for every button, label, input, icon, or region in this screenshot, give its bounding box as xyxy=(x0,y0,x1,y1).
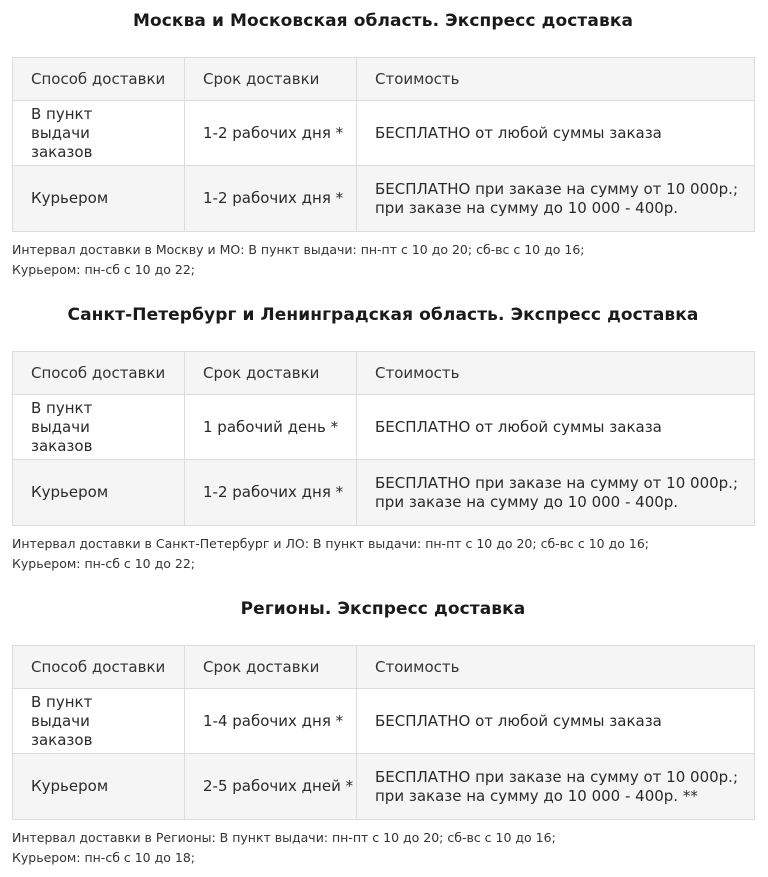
cell-cost xyxy=(357,166,755,232)
cost-text-line2: при заказе на сумму до 10 000 - 400р. xyxy=(375,492,679,511)
cell-term: 1-2 рабочих дня * xyxy=(185,166,357,232)
delivery-table xyxy=(12,645,755,820)
header-cost: Стоимость xyxy=(357,58,755,101)
interval-courier: Курьером: пн-сб с 10 до 18; xyxy=(12,850,195,865)
section-title: Москва и Московская область. Экспресс доставка xyxy=(132,11,634,31)
header-method: Способ доставки xyxy=(13,646,185,689)
table-row xyxy=(13,460,755,526)
delivery-table xyxy=(12,351,755,526)
header-term: Срок доставки xyxy=(185,646,357,689)
header-cost: Стоимость xyxy=(357,646,755,689)
table-row xyxy=(13,166,755,232)
cell-method: В пункт выдачи заказов xyxy=(13,101,185,166)
cost-text-line2: при заказе на сумму до 10 000 - 400р. ** xyxy=(375,786,698,805)
interval-pickup: Интервал доставки в Регионы: В пункт выдачи: пн-пт с 10 до 20; сб-вс с 10 до 16; xyxy=(12,830,556,845)
table-header-row xyxy=(13,352,755,395)
cell-method: Курьером xyxy=(13,754,185,820)
interval-pickup: Интервал доставки в Санкт-Петербург и ЛО: В пункт выдачи: пн-пт с 10 до 20; сб-вс с 10 до 16; xyxy=(12,536,649,551)
table-row xyxy=(13,689,755,754)
header-method: Способ доставки xyxy=(13,58,185,101)
cost-text-line1: БЕСПЛАТНО при заказе на сумму от 10 000р.; xyxy=(375,179,738,198)
cell-term: 1 рабочий день * xyxy=(185,395,357,460)
cell-method: В пункт выдачи заказов xyxy=(13,689,185,754)
header-method: Способ доставки xyxy=(13,352,185,395)
delivery-interval-note xyxy=(12,534,649,574)
cell-method: В пункт выдачи заказов xyxy=(13,395,185,460)
table-header-row xyxy=(13,646,755,689)
table-row xyxy=(13,395,755,460)
cell-term: 1-4 рабочих дня * xyxy=(185,689,357,754)
table-header-row xyxy=(13,58,755,101)
cost-text-line2: при заказе на сумму до 10 000 - 400р. xyxy=(375,198,679,217)
interval-courier: Курьером: пн-сб с 10 до 22; xyxy=(12,262,195,277)
cell-method: Курьером xyxy=(13,166,185,232)
header-term: Срок доставки xyxy=(185,58,357,101)
cell-cost xyxy=(357,689,755,754)
cell-cost xyxy=(357,460,755,526)
section-title: Регионы. Экспресс доставка xyxy=(240,599,526,619)
table-row xyxy=(13,754,755,820)
header-term: Срок доставки xyxy=(185,352,357,395)
cost-text: БЕСПЛАТНО от любой суммы заказа xyxy=(375,123,662,142)
delivery-interval-note xyxy=(12,828,556,868)
table-row xyxy=(13,101,755,166)
cell-term: 2-5 рабочих дней * xyxy=(185,754,357,820)
cell-cost xyxy=(357,754,755,820)
cost-text: БЕСПЛАТНО от любой суммы заказа xyxy=(375,417,662,436)
cell-cost xyxy=(357,395,755,460)
cell-method: Курьером xyxy=(13,460,185,526)
cost-text-line1: БЕСПЛАТНО при заказе на сумму от 10 000р.; xyxy=(375,473,738,492)
delivery-table xyxy=(12,57,755,232)
delivery-interval-note xyxy=(12,240,584,280)
interval-pickup: Интервал доставки в Москву и МО: В пункт выдачи: пн-пт с 10 до 20; сб-вс с 10 до 16; xyxy=(12,242,585,257)
section-title: Санкт-Петербург и Ленинградская область. Экспресс доставка xyxy=(67,305,699,325)
cell-cost xyxy=(357,101,755,166)
cost-text-line1: БЕСПЛАТНО при заказе на сумму от 10 000р.; xyxy=(375,767,738,786)
interval-courier: Курьером: пн-сб с 10 до 22; xyxy=(12,556,195,571)
cell-term: 1-2 рабочих дня * xyxy=(185,101,357,166)
cell-term: 1-2 рабочих дня * xyxy=(185,460,357,526)
header-cost: Стоимость xyxy=(357,352,755,395)
cost-text: БЕСПЛАТНО от любой суммы заказа xyxy=(375,711,662,730)
